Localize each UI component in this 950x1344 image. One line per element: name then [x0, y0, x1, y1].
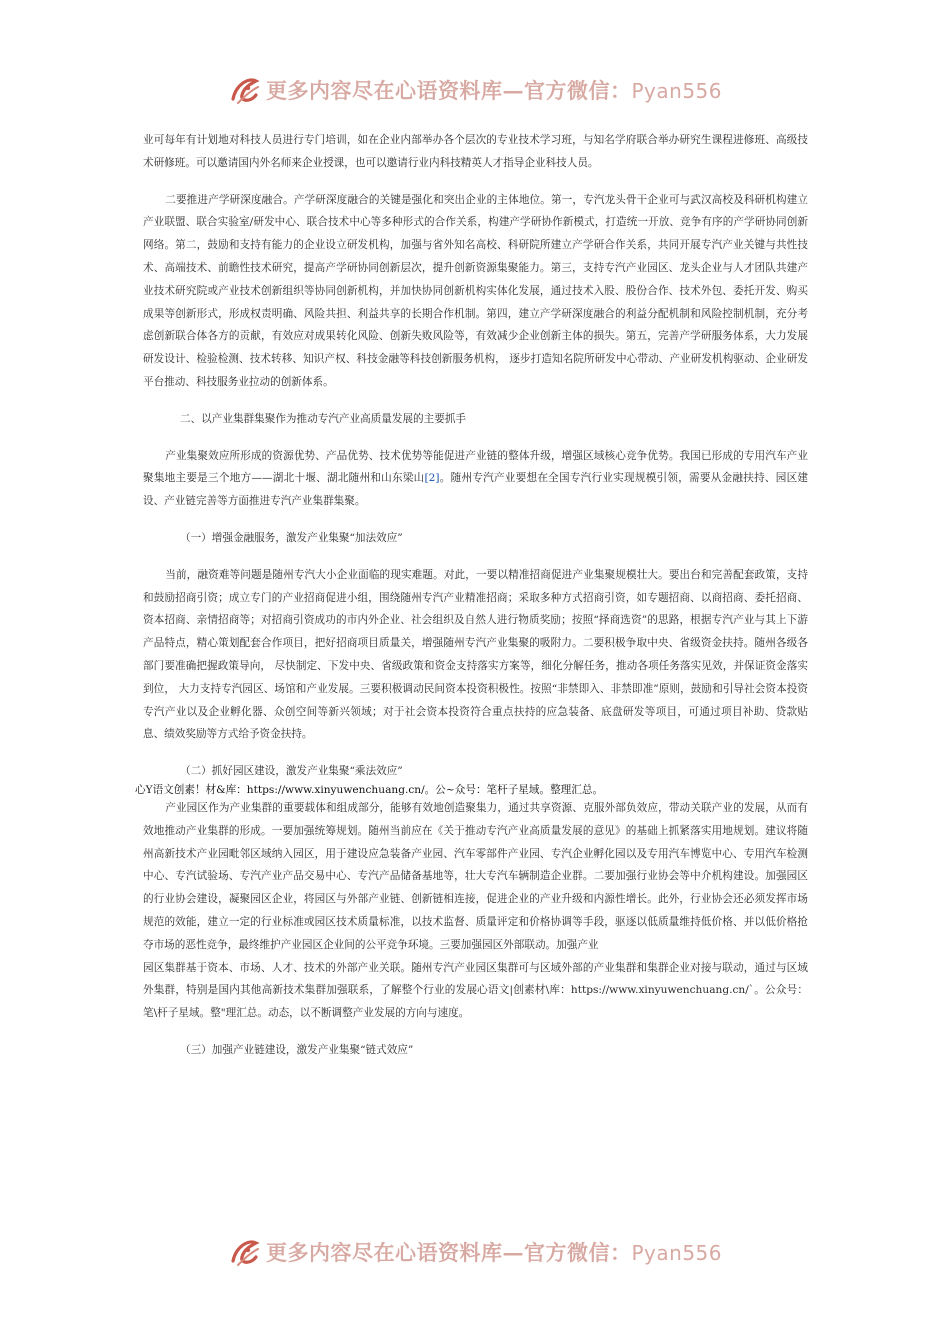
banner-text: 更多内容尽在心语资料库—官方微信：Pyan556 [265, 78, 722, 103]
document-body [135, 129, 809, 1076]
signature-logo-icon [228, 1235, 262, 1269]
signature-logo-icon [228, 73, 262, 107]
paragraph-finance: 当前，融资难等问题是随州专汽大小企业面临的现实难题。对此，一要以精准招商促进产业集聚规模壮大。要出台和完善配套政策，支持和鼓励招商引资；成立专门的产业招商促进小组，围绕随州专汽产业精准招商；采取多种方式招商引资，如专题招商、以商招商、委托招商、资本招商、亲情招商等；对招商引资成功的市内外企业、社会组织及自然人进行物质奖励；按照“择商选资”的思路，根据专汽产业与其上下游产品特点，精心策划配套合作项目，把好招商项目质量关，增强随州专汽产业集聚的吸附力。二要积极争取中央、省级资金扶持。随州各级各部门要准确把握政策导向， 尽快制定、下发中央、省级政策和资金支持落实方案等，细化分解任务，推动各项任务落实见效，并保证资金落实到位， 大力支持专汽园区、场馆和产业发展。三要积极调动民间资本投资积极性。按照“非禁即入、非禁即准”原则，鼓励和引导社会资本投资专汽产业以及企业孵化器、众创空间等新兴领域；对于社会资本投资符合重点扶持的应急装备、底盘研发等项目，可通过项目补助、贷款贴息、绩效奖励等方式给予资金扶持。 [143, 568, 808, 741]
paragraph-industry-academia: 二要推进产学研深度融合。产学研深度融合的关键是强化和突出企业的主体地位。第一，专汽龙头骨干企业可与武汉高校及科研机构建立产业联盟、联合实验室/研发中心、联合技术中心等多种形式的合作关系，构建产学研协作新模式，打造统一开放、竞争有序的产学研协同创新网络。第二，鼓励和支持有能力的企业设立研发机构，加强与省外知名高校、科研院所建立产学研合作关系，共同开展专汽产业关键与共性技术、高端技术、前瞻性技术研究，提高产学研协同创新层次，提升创新资源集聚能力。第三，支持专汽产业园区、龙头企业与人才团队共建产业技术研究院或产业技术创新组织等协同创新机构，并加快协同创新机构实体化发展，通过技术入股、股份合作、技术外包、委托开发、购买成果等创新形式，形成权责明确、风险共担、利益共享的长期合作机制。第四，建立产学研深度融合的利益分配机制和风险控制机制，充分考虑创新联合体各方的贡献，有效应对成果转化风险、创新失败风险等，有效减少企业创新主体的损失。第五，完善产学研服务体系，大力发展研发设计、检验检测、技术转移、知识产权、科技金融等科技创新服务机构， 逐步打造知名院所研发中心带动、产业研发机构驱动、企业研发平台推动、科技服务业拉动的创新体系。 [143, 193, 808, 388]
subheading-park: （二）抓好园区建设，激发产业集聚“乘法效应” [180, 765, 403, 778]
paragraph-training: 业可每年有计划地对科技人员进行专门培训，如在企业内部举办各个层次的专业技术学习班，与知名学府联合举办研究生课程进修班、高级技术研修班。可以邀请国内外名师来企业授课，也可以邀请行业内科技精英人才指导企业科技人员。 [143, 134, 808, 169]
subheading-finance: （一）增强金融服务，激发产业集聚“加法效应” [180, 531, 403, 544]
paragraph-park-continued: 园区集群基于资本、市场、人才、技术的外部产业关联。随州专汽产业园区集群可与区域外部的产业集群和集群企业对接与联动，通过与区域外集群，特别是国内其他高新技术集群加强联系，了解整个行业的发展心语文|创素材\库：https://www.xinyuwenchuang.cn/`。公众号：笔\杆子星域。整"理汇总。动态，以不断调整产业发展的方向与速度。 [143, 961, 808, 1020]
watermark-line: 心Y语文创素！材&库：https://www.xinyuwenchuang.cn/。公~众号：笔杆子星域。整理汇总。 [135, 783, 604, 796]
banner-wechat-id: Pyan556 [631, 1241, 722, 1265]
paragraph-cluster-effect: 产业集聚效应所形成的资源优势、产品优势、技术优势等能促进产业链的整体升级，增强区域核心竞争优势。我国已形成的专用汽车产业聚集地主要是三个地方——湖北十堰、湖北随州和山东梁山[2]。随州专汽产业要想在全国专汽行业实现规模引领，需要从金融扶持、园区建设、产业链完善等方面推进专汽产业集群集聚。 [143, 449, 809, 508]
paragraph-park: 产业园区作为产业集群的重要载体和组成部分，能够有效地创造聚集力，通过共享资源、克服外部负效应，带动关联产业的发展，从而有效地推动产业集群的形成。一要加强统筹规划。随州当前应在《关于推动专汽产业高质量发展的意见》的基础上抓紧落实用地规划。建议将随州高新技术产业园毗邻区域纳入园区，用于建设应急装备产业园、汽车零部件产业园、专汽企业孵化园以及专用汽车博览中心、专用汽车检测中心、专汽试验场、专汽产业产品交易中心、专汽产品储备基地等，壮大专汽车辆制造企业群。二要加强行业协会等中介机构建设。加强园区的行业协会建设，凝聚园区企业，将园区与外部产业链、创新链相连接，促进企业的产业升级和内源性增长。此外，行业协会还必须发挥市场规范的效能，建立一定的行业标准或园区技术质量标准，以技术监督、质量评定和价格协调等手段，驱逐以低质量维持低价格、并以低价格抢夺市场的恶性竞争，最终维护产业园区企业间的公平竞争环境。三要加强园区外部联动。加强产业 [143, 801, 808, 951]
section-heading-cluster: 二、以产业集群集聚作为推动专汽产业高质量发展的主要抓手 [180, 412, 467, 425]
header-banner [0, 70, 950, 110]
footer-banner [0, 1232, 950, 1272]
banner-text: 更多内容尽在心语资料库—官方微信：Pyan556 [265, 1240, 722, 1265]
subheading-chain: （三）加强产业链建设，激发产业集聚“链式效应” [180, 1043, 414, 1056]
banner-wechat-id: Pyan556 [631, 79, 722, 103]
citation-link[interactable]: [2] [424, 472, 440, 485]
